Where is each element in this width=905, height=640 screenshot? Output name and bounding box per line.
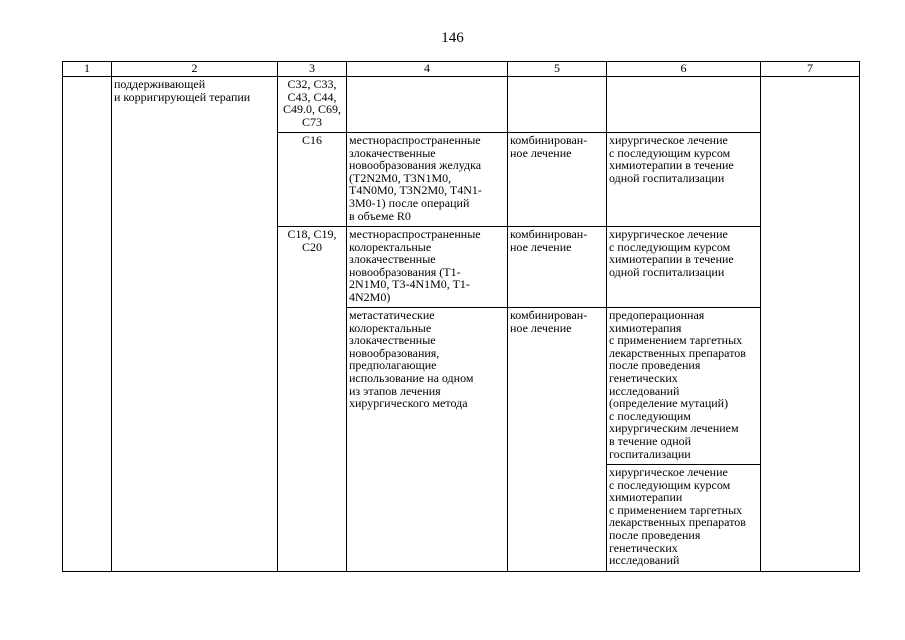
model-c18: местнораспространенные колоректальные злокачественные новообразования (T1- 2N1M0, T3-4N1M0, T1- 4N2M0) <box>347 227 508 308</box>
col7-cell <box>761 77 860 572</box>
header-col-7: 7 <box>761 62 860 77</box>
col2-cell: поддерживающей и корригирующей терапии <box>112 77 278 572</box>
method-cell-empty <box>607 77 761 133</box>
method-metastatic-1: предоперационная химиотерапия с применением таргетных лекарственных препаратов после проведения генетических исследований (определение мутаций) с последующим хирургическим лечением в течение одной госпитализации <box>607 308 761 465</box>
page-number: 146 <box>441 30 464 46</box>
table-row <box>63 77 860 133</box>
treatment-table <box>62 61 860 572</box>
header-col-2: 2 <box>112 62 278 77</box>
header-row <box>63 62 860 77</box>
header-col-3: 3 <box>278 62 347 77</box>
header-col-6: 6 <box>607 62 761 77</box>
header-col-5: 5 <box>508 62 607 77</box>
header-col-1: 1 <box>63 62 112 77</box>
col1-cell <box>63 77 112 572</box>
icd-codes-cell: C32, C33, C43, C44, C49.0, C69, C73 <box>278 77 347 133</box>
model-c16: местнораспространенные злокачественные новообразования желудка (T2N2M0, T3N1M0, T4N0M0, T3N2M0, T4N1- 3M0-1) после операций в объеме R0 <box>347 133 508 227</box>
model-metastatic: метастатические колоректальные злокачественные новообразования, предполагающие использование на одном из этапов лечения хирургического метода <box>347 308 508 572</box>
type-metastatic: комбинирован- ное лечение <box>508 308 607 572</box>
method-c18: хирургическое лечение с последующим курсом химиотерапии в течение одной госпитализации <box>607 227 761 308</box>
method-metastatic-2: хирургическое лечение с последующим курсом химиотерапии с применением таргетных лекарственных препаратов после проведения генетических исследований <box>607 465 761 572</box>
header-col-4: 4 <box>347 62 508 77</box>
type-cell-empty <box>508 77 607 133</box>
model-cell-empty <box>347 77 508 133</box>
icd-code-c16: C16 <box>278 133 347 227</box>
method-c16: хирургическое лечение с последующим курсом химиотерапии в течение одной госпитализации <box>607 133 761 227</box>
icd-code-c18: C18, C19, C20 <box>278 227 347 572</box>
type-c18: комбинирован- ное лечение <box>508 227 607 308</box>
type-c16: комбинирован- ное лечение <box>508 133 607 227</box>
